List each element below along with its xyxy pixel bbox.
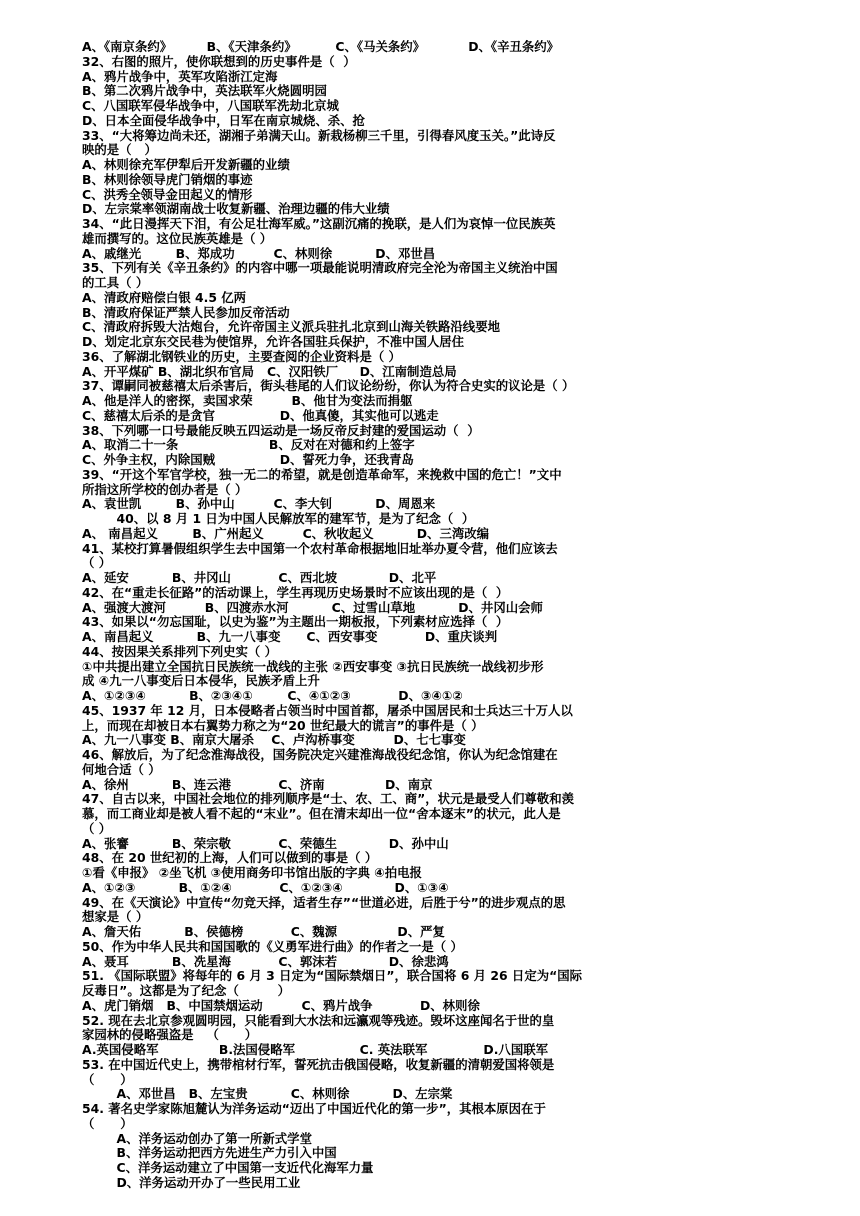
text-line: A、鸦片战争中，英军攻陷浙江定海 — [82, 68, 278, 84]
text-line: A、 南昌起义 B、广州起义 C、秋收起义 D、三湾改编 — [82, 525, 490, 541]
text-line: A、强渡大渡河 B、四渡赤水河 C、过雪山草地 D、井冈山会师 — [82, 599, 543, 615]
text-line: 44、按因果关系排列下列史实（ ） — [82, 643, 278, 659]
text-line: 何地合适（ ） — [82, 761, 161, 777]
text-line: C、八国联军侵华战争中，八国联军洗劫北京城 — [82, 98, 339, 113]
text-line: A、延安 B、井冈山 C、西北坡 D、北平 — [82, 570, 437, 585]
text-line: 家园林的侵略强盗是 （ ） — [82, 1027, 258, 1043]
text-line: （ ） — [82, 1071, 133, 1087]
text-line: 36、了解湖北钢铁业的历史，主要查阅的企业资料是（ ） — [82, 348, 401, 364]
text-line: D、日本全面侵华战争中，日军在南京城烧、杀、抢 — [82, 112, 365, 128]
text-line: 32、右图的照片，使你联想到的历史事件是（ ） — [82, 53, 356, 69]
text-line: D、左宗棠率领湖南战士收复新疆、治理边疆的伟大业绩 — [82, 201, 390, 217]
text-line: 反毒日”。这都是为了纪念（ ） — [82, 983, 291, 998]
text-line: A、戚继光 B、郑成功 C、林则徐 D、邓世昌 — [82, 245, 436, 261]
text-line: 想家是（ ） — [82, 909, 149, 925]
text-line: 46、解放后，为了纪念淮海战役，国务院决定兴建淮海战役纪念馆，你认为纪念馆建在 — [82, 747, 558, 762]
text-line: A、南昌起义 B、九一八事变 C、西安事变 D、重庆谈判 — [82, 629, 498, 644]
text-line: 45、1937 年 12 月，日本侵略者占领当时中国首都，屠杀中国居民和士兵达三十万人以 — [82, 702, 573, 718]
text-line: A.英国侵略军 B.法国侵略军 C. 英法联军 D.八国联军 — [82, 1042, 548, 1057]
text-line: 52. 现在去北京参观圆明园，只能看到大水法和远瀛观等残迹。毁坏这座闻名于世的皇 — [82, 1012, 555, 1028]
text-line: B、第二次鸦片战争中，英法联军火烧圆明园 — [82, 83, 327, 99]
text-line: （ ） — [82, 555, 112, 571]
text-line: C、外争主权，内除国贼 D、誓死力争，还我青岛 — [82, 452, 414, 467]
text-line: B、洋务运动把西方先进生产力引入中国 — [82, 1145, 337, 1161]
text-line: 49、在《天演论》中宣传“勿竞天择，适者生存”“世道必进，后胜于兮”的进步观点的思 — [82, 894, 566, 910]
text-line: 40、以 8 月 1 日为中国人民解放军的建军节，是为了纪念（ ） — [82, 511, 475, 526]
text-line: A、九一八事变 B、南京大屠杀 C、卢沟桥事变 D、七七事变 — [82, 732, 466, 748]
text-line: A、①②③ B、①②④ C、①②③④ D、①③④ — [82, 879, 449, 895]
text-line: 50、作为中华人民共和国国歌的《义勇军进行曲》的作者之一是（ ） — [82, 938, 463, 954]
text-line: A、《南京条约》 B、《天津条约》 C、《马关条约》 D、《辛丑条约》 — [82, 39, 560, 54]
text-line: 35、下列有关《辛丑条约》的内容中哪一项最能说明清政府完全沦为帝国主义统治中国 — [82, 260, 558, 276]
text-line: A、①②③④ B、②③④① C、④①②③ D、③④①② — [82, 688, 463, 703]
text-line: 39、“开这个军官学校，独一无二的希望，就是创造革命军，来挽救中国的危亡！”文中 — [82, 466, 562, 482]
text-line: A、取消二十一条 B、反对在对德和约上签字 — [82, 437, 415, 453]
text-line: 43、如果以“勿忘国耻，以史为鉴”为主题出一期板报，下列素材应选择（ ） — [82, 614, 509, 630]
text-line: 所指这所学校的创办者是（ ） — [82, 481, 248, 497]
text-line: C、慈禧太后杀的是贪官 D、他真傻，其实他可以逃走 — [82, 407, 439, 423]
text-line: （ ） — [82, 1115, 133, 1131]
text-line: 34、“此日漫挥天下泪，有公足壮海军威。”这副沉痛的挽联，是人们为哀悼一位民族英 — [82, 216, 556, 231]
text-line: A、清政府赔偿白银 4.5 亿两 — [82, 289, 247, 305]
text-line: 雄而撰写的。这位民族英雄是（ ） — [82, 230, 273, 246]
text-line: A、詹天佑 B、侯德榜 C、魏源 D、严复 — [82, 924, 445, 939]
text-line: 54. 著名史学家陈旭麓认为洋务运动“迈出了中国近代化的第一步”，其根本原因在于 — [82, 1101, 546, 1116]
text-line: A、邓世昌 B、左宝贵 C、林则徐 D、左宗棠 — [82, 1086, 453, 1102]
text-line: A、袁世凯 B、孙中山 C、李大钊 D、周恩来 — [82, 496, 436, 512]
text-line: A、张謇 B、荣宗敬 C、荣德生 D、孙中山 — [82, 835, 449, 851]
text-line: ①看《申报》 ②坐飞机 ③使用商务印书馆出版的字典 ④拍电报 — [82, 865, 422, 880]
text-line: B、林则徐领导虎门销烟的事迹 — [82, 171, 253, 187]
text-line: 映的是（ ） — [82, 142, 157, 158]
text-line: 的工具（ ） — [82, 275, 149, 290]
text-line: 42、在“重走长征路”的活动课上，学生再现历史场景时不应该出现的是（ ） — [82, 584, 509, 600]
text-line: ①中共提出建立全国抗日民族统一战线的主张 ②西安事变 ③抗日民族统一战线初步形 — [82, 658, 544, 674]
text-line: 51. 《国际联盟》将每年的 6 月 3 日定为“国际禁烟日”，联合国将 6 月 26 日定为“国际 — [82, 968, 583, 984]
text-line: A、他是洋人的密探，卖国求荣 B、他甘为变法而捐躯 — [82, 393, 413, 408]
text-line: 慕，而工商业却是被人看不起的“末业”。但在清末却出一位“舍本逐末”的状元，此人是 — [82, 806, 561, 821]
text-line: 41、某校打算暑假组织学生去中国第一个农村革命根据地旧址举办夏令营，他们应该去 — [82, 540, 558, 556]
text-line: 33、“大将筹边尚未还，湖湘子弟满天山。新栽杨柳三千里，引得春风度玉关。”此诗反 — [82, 127, 556, 143]
text-line: C、洋务运动建立了中国第一支近代化海军力量 — [82, 1160, 374, 1175]
text-line: 47、自古以来，中国社会地位的排列顺序是“士、农、工、商”，状元是最受人们尊敬和羡 — [82, 791, 574, 807]
text-line: D、洋务运动开办了一些民用工业 — [82, 1174, 301, 1190]
text-line: A、林则徐充军伊犁后开发新疆的业绩 — [82, 157, 290, 172]
text-line: 38、下列哪一口号最能反映五四运动是一场反帝反封建的爱国运动（ ） — [82, 422, 480, 438]
text-line: 上，而现在却被日本右翼势力称之为“20 世纪最大的谎言”的事件是（ ） — [82, 717, 484, 733]
text-line: A、洋务运动创办了第一所新式学堂 — [82, 1130, 312, 1146]
text-line: 53. 在中国近代史上，携带棺材行军，誓死抗击俄国侵略，收复新疆的清朝爱国将领是 — [82, 1056, 555, 1072]
text-line: A、开平煤矿 B、湖北织布官局 C、汉阳铁厂 D、江南制造总局 — [82, 363, 457, 379]
text-line: A、虎门销烟 B、中国禁烟运动 C、鸦片战争 D、林则徐 — [82, 997, 480, 1013]
text-line: C、洪秀全领导金田起义的情形 — [82, 186, 253, 202]
text-line: C、清政府拆毁大沽炮台，允许帝国主义派兵驻扎北京到山海关铁路沿线要地 — [82, 319, 500, 335]
text-line: 48、在 20 世纪初的上海，人们可以做到的事是（ ） — [82, 850, 378, 866]
text-line: 37、谭嗣同被慈禧太后杀害后，街头巷尾的人们议论纷纷，你认为符合史实的议论是（ ） — [82, 378, 575, 394]
text-line: B、清政府保证严禁人民参加反帝活动 — [82, 304, 290, 320]
text-line: （ ） — [82, 820, 112, 836]
text-line: 成 ④九一八事变后日本侵华，民族矛盾上升 — [82, 673, 320, 689]
text-line: A、聂耳 B、冼星海 C、郭沫若 D、徐悲鸿 — [82, 953, 449, 969]
text-line: A、徐州 B、连云港 C、济南 D、南京 — [82, 776, 433, 792]
text-line: D、划定北京东交民巷为使馆界，允许各国驻兵保护，不准中国人居住 — [82, 334, 465, 349]
